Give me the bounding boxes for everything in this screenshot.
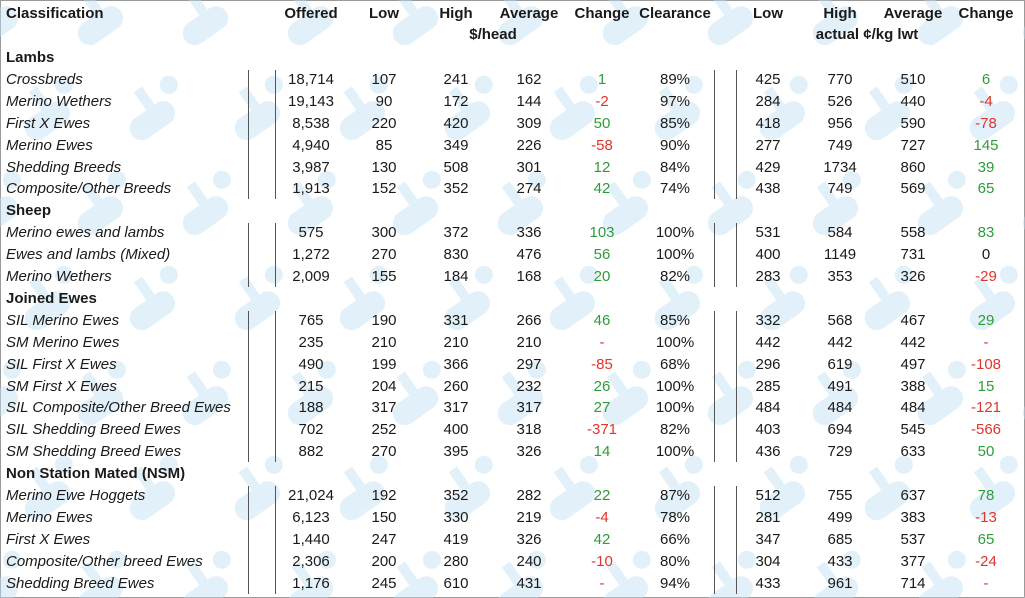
- cell-avg: 162: [516, 70, 542, 88]
- cell-avg2: 497: [900, 355, 926, 373]
- row-label: First X Ewes: [6, 530, 91, 548]
- row-label: Shedding Breed Ewes: [6, 574, 155, 592]
- header-unit-head: $/head: [469, 26, 517, 43]
- cell-offered: 188: [298, 399, 324, 417]
- cell-high2: 729: [827, 443, 853, 461]
- section-title: Joined Ewes: [6, 289, 97, 307]
- cell-change: -85: [591, 355, 613, 373]
- cell-low2: 429: [755, 158, 781, 176]
- cell-avg: 318: [516, 421, 542, 439]
- cell-change: 26: [593, 377, 611, 395]
- cell-avg2: 714: [900, 574, 926, 592]
- column-divider: [248, 311, 249, 462]
- column-divider: [736, 486, 737, 594]
- cell-clearance: 82%: [659, 421, 691, 439]
- cell-high2: 770: [827, 70, 853, 88]
- cell-high: 280: [443, 552, 469, 570]
- cell-avg2: 569: [900, 180, 926, 198]
- cell-low: 252: [371, 421, 397, 439]
- cell-avg: 282: [516, 487, 542, 504]
- column-divider: [275, 311, 276, 462]
- cell-clearance: 74%: [659, 180, 691, 198]
- cell-change2: 0: [981, 246, 991, 264]
- cell-low: 247: [371, 530, 397, 548]
- cell-clearance: 68%: [659, 355, 691, 373]
- cell-low2: 436: [755, 443, 781, 461]
- cell-change: 42: [593, 180, 611, 198]
- cell-avg2: 537: [900, 530, 926, 548]
- cell-low2: 296: [755, 355, 781, 373]
- header-high: High: [439, 5, 473, 22]
- cell-change2: -13: [975, 508, 997, 526]
- cell-change2: 50: [977, 443, 995, 461]
- cell-avg2: 545: [900, 421, 926, 439]
- cell-avg: 326: [516, 443, 542, 461]
- cell-avg2: 377: [900, 552, 926, 570]
- cell-low2: 403: [755, 421, 781, 439]
- cell-high: 331: [443, 311, 469, 329]
- row-label: Ewes and lambs (Mixed): [6, 246, 171, 264]
- cell-low2: 425: [755, 70, 781, 88]
- cell-clearance: 100%: [655, 246, 695, 264]
- cell-avg: 326: [516, 530, 542, 548]
- row-label: Merino ewes and lambs: [6, 224, 165, 242]
- cell-high2: 956: [827, 114, 853, 132]
- cell-high: 241: [443, 70, 469, 88]
- cell-avg: 317: [516, 399, 542, 417]
- cell-offered: 882: [298, 443, 324, 461]
- cell-high2: 442: [827, 333, 853, 351]
- cell-avg: 336: [516, 224, 542, 242]
- cell-low: 90: [375, 92, 393, 110]
- column-divider: [275, 70, 276, 199]
- cell-clearance: 82%: [659, 268, 691, 285]
- cell-avg2: 731: [900, 246, 926, 264]
- cell-offered: 19,143: [288, 92, 334, 110]
- cell-high2: 491: [827, 377, 853, 395]
- cell-change: 12: [593, 158, 611, 176]
- cell-low2: 418: [755, 114, 781, 132]
- cell-change2: -566: [970, 421, 1002, 439]
- cell-low: 85: [375, 136, 393, 154]
- cell-avg2: 558: [900, 224, 926, 242]
- cell-high: 352: [443, 180, 469, 198]
- cell-change2: -: [983, 574, 989, 592]
- cell-change: -: [599, 333, 605, 351]
- cell-change: 27: [593, 399, 611, 417]
- cell-avg: 476: [516, 246, 542, 264]
- cell-low: 270: [371, 246, 397, 264]
- cell-avg: 274: [516, 180, 542, 198]
- cell-avg2: 383: [900, 508, 926, 526]
- cell-high2: 584: [827, 224, 853, 242]
- cell-low: 192: [371, 487, 397, 504]
- header-average-kg: Average: [883, 5, 943, 22]
- cell-change: 103: [589, 224, 615, 242]
- cell-high2: 619: [827, 355, 853, 373]
- header-change: Change: [574, 5, 630, 22]
- cell-high2: 755: [827, 487, 853, 504]
- cell-low: 210: [371, 333, 397, 351]
- cell-offered: 4,940: [292, 136, 330, 154]
- cell-avg2: 326: [900, 268, 926, 285]
- section-title: Sheep: [6, 202, 52, 220]
- row-label: SM Merino Ewes: [6, 333, 120, 351]
- cell-offered: 235: [298, 333, 324, 351]
- cell-change: 20: [593, 268, 611, 285]
- cell-offered: 765: [298, 311, 324, 329]
- column-divider: [248, 486, 249, 594]
- column-divider: [248, 70, 249, 199]
- cell-low2: 281: [755, 508, 781, 526]
- cell-offered: 18,714: [288, 70, 334, 88]
- cell-avg: 240: [516, 552, 542, 570]
- row-label: Merino Ewes: [6, 508, 93, 526]
- cell-high: 349: [443, 136, 469, 154]
- cell-low: 190: [371, 311, 397, 329]
- header-clearance: Clearance: [639, 5, 711, 22]
- cell-change2: 65: [977, 180, 995, 198]
- header-unit-kg: actual ¢/kg lwt: [815, 26, 919, 43]
- cell-avg: 309: [516, 114, 542, 132]
- row-label: SIL Composite/Other Breed Ewes: [6, 399, 231, 417]
- cell-clearance: 100%: [655, 377, 695, 395]
- cell-high: 210: [443, 333, 469, 351]
- column-divider: [275, 486, 276, 594]
- cell-clearance: 84%: [659, 158, 691, 176]
- cell-avg: 266: [516, 311, 542, 329]
- cell-avg2: 727: [900, 136, 926, 154]
- cell-avg: 232: [516, 377, 542, 395]
- cell-change2: 39: [977, 158, 995, 176]
- cell-low2: 304: [755, 552, 781, 570]
- cell-change2: -24: [975, 552, 997, 570]
- cell-high2: 749: [827, 136, 853, 154]
- cell-low: 155: [371, 268, 397, 285]
- cell-avg2: 440: [900, 92, 926, 110]
- cell-change2: -4: [979, 92, 993, 110]
- cell-low: 204: [371, 377, 397, 395]
- cell-avg: 219: [516, 508, 542, 526]
- cell-clearance: 100%: [655, 399, 695, 417]
- cell-avg2: 510: [900, 70, 926, 88]
- cell-clearance: 100%: [655, 224, 695, 242]
- cell-clearance: 66%: [659, 530, 691, 548]
- cell-low2: 484: [755, 399, 781, 417]
- header-high-kg: High: [823, 5, 857, 22]
- cell-low2: 284: [755, 92, 781, 110]
- section-title: Non Station Mated (NSM): [6, 465, 186, 483]
- cell-high2: 568: [827, 311, 853, 329]
- row-label: Merino Wethers: [6, 268, 112, 285]
- cell-high: 508: [443, 158, 469, 176]
- cell-offered: 1,272: [292, 246, 330, 264]
- cell-change2: -: [983, 333, 989, 351]
- cell-change2: 145: [973, 136, 999, 154]
- row-label: Shedding Breeds: [6, 158, 122, 176]
- cell-high2: 526: [827, 92, 853, 110]
- cell-high: 420: [443, 114, 469, 132]
- cell-low: 152: [371, 180, 397, 198]
- cell-offered: 2,009: [292, 268, 330, 285]
- cell-change: 14: [593, 443, 611, 461]
- cell-avg: 431: [516, 574, 542, 592]
- cell-low2: 285: [755, 377, 781, 395]
- cell-low2: 433: [755, 574, 781, 592]
- column-divider: [714, 223, 715, 287]
- cell-clearance: 89%: [659, 70, 691, 88]
- cell-offered: 21,024: [288, 487, 334, 504]
- cell-offered: 6,123: [292, 508, 330, 526]
- cell-offered: 1,440: [292, 530, 330, 548]
- cell-low2: 277: [755, 136, 781, 154]
- row-label: SM First X Ewes: [6, 377, 117, 395]
- cell-high: 260: [443, 377, 469, 395]
- cell-change: -58: [591, 136, 613, 154]
- section-title: Lambs: [6, 49, 55, 66]
- column-divider: [275, 223, 276, 287]
- cell-high: 830: [443, 246, 469, 264]
- cell-high: 372: [443, 224, 469, 242]
- cell-clearance: 100%: [655, 443, 695, 461]
- cell-high2: 499: [827, 508, 853, 526]
- cell-change: -: [599, 574, 605, 592]
- cell-high2: 484: [827, 399, 853, 417]
- cell-change2: 78: [977, 487, 995, 504]
- cell-change2: 6: [981, 70, 991, 88]
- column-divider: [736, 70, 737, 199]
- cell-high: 317: [443, 399, 469, 417]
- cell-change2: -78: [975, 114, 997, 132]
- header-offered: Offered: [284, 5, 338, 22]
- cell-avg: 210: [516, 333, 542, 351]
- row-label: SM Shedding Breed Ewes: [6, 443, 182, 461]
- cell-low: 150: [371, 508, 397, 526]
- column-divider: [248, 223, 249, 287]
- cell-high2: 1149: [823, 246, 857, 264]
- cell-offered: 3,987: [292, 158, 330, 176]
- row-label: First X Ewes: [6, 114, 91, 132]
- cell-clearance: 80%: [659, 552, 691, 570]
- cell-change2: 29: [977, 311, 995, 329]
- cell-low: 220: [371, 114, 397, 132]
- cell-change: -371: [586, 421, 618, 439]
- cell-change2: -108: [970, 355, 1002, 373]
- cell-clearance: 100%: [655, 333, 695, 351]
- column-divider: [714, 70, 715, 199]
- cell-low: 130: [371, 158, 397, 176]
- cell-low2: 442: [755, 333, 781, 351]
- cell-change2: 83: [977, 224, 995, 242]
- cell-change2: -121: [970, 399, 1002, 417]
- cell-high: 330: [443, 508, 469, 526]
- cell-low2: 438: [755, 180, 781, 198]
- cell-high2: 685: [827, 530, 853, 548]
- header-average: Average: [499, 5, 559, 22]
- cell-change: -4: [595, 508, 609, 526]
- cell-avg: 168: [516, 268, 542, 285]
- cell-high: 610: [443, 574, 469, 592]
- cell-low2: 332: [755, 311, 781, 329]
- cell-change: 1: [597, 70, 607, 88]
- cell-change: 50: [593, 114, 611, 132]
- header-low-kg: Low: [753, 5, 783, 22]
- cell-offered: 575: [298, 224, 324, 242]
- cell-avg: 301: [516, 158, 542, 176]
- cell-avg2: 860: [900, 158, 926, 176]
- cell-avg2: 442: [900, 333, 926, 351]
- cell-change: -10: [591, 552, 613, 570]
- cell-avg2: 590: [900, 114, 926, 132]
- cell-change: 22: [593, 487, 611, 504]
- cell-high: 400: [443, 421, 469, 439]
- cell-low2: 400: [755, 246, 781, 264]
- cell-high: 366: [443, 355, 469, 373]
- cell-high: 184: [443, 268, 469, 285]
- cell-clearance: 87%: [659, 487, 691, 504]
- row-label: Composite/Other Breeds: [6, 180, 172, 198]
- row-label: Merino Ewe Hoggets: [6, 487, 146, 504]
- column-divider: [714, 486, 715, 594]
- cell-low2: 347: [755, 530, 781, 548]
- cell-low: 300: [371, 224, 397, 242]
- cell-high2: 749: [827, 180, 853, 198]
- cell-low: 270: [371, 443, 397, 461]
- cell-offered: 215: [298, 377, 324, 395]
- column-divider: [714, 311, 715, 462]
- row-label: SIL Merino Ewes: [6, 311, 120, 329]
- cell-avg2: 633: [900, 443, 926, 461]
- cell-high2: 433: [827, 552, 853, 570]
- cell-avg2: 484: [900, 399, 926, 417]
- cell-avg2: 388: [900, 377, 926, 395]
- row-label: SIL First X Ewes: [6, 355, 117, 373]
- cell-low2: 531: [755, 224, 781, 242]
- row-label: Composite/Other breed Ewes: [6, 552, 203, 570]
- column-divider: [736, 223, 737, 287]
- cell-clearance: 78%: [659, 508, 691, 526]
- cell-high2: 961: [827, 574, 853, 592]
- cell-low: 200: [371, 552, 397, 570]
- cell-offered: 8,538: [292, 114, 330, 132]
- header-classification: Classification: [6, 5, 104, 22]
- cell-avg2: 637: [900, 487, 926, 504]
- cell-offered: 702: [298, 421, 324, 439]
- cell-offered: 2,306: [292, 552, 330, 570]
- row-label: Merino Wethers: [6, 92, 112, 110]
- cell-clearance: 94%: [659, 574, 691, 592]
- cell-high2: 1734: [823, 158, 857, 176]
- cell-high: 419: [443, 530, 469, 548]
- cell-change: 46: [593, 311, 611, 329]
- cell-high: 172: [443, 92, 469, 110]
- cell-low: 199: [371, 355, 397, 373]
- cell-low2: 283: [755, 268, 781, 285]
- cell-change: 42: [593, 530, 611, 548]
- row-label: SIL Shedding Breed Ewes: [6, 421, 181, 439]
- cell-low: 245: [371, 574, 397, 592]
- row-label: Crossbreds: [6, 70, 83, 88]
- cell-avg: 297: [516, 355, 542, 373]
- cell-clearance: 97%: [659, 92, 691, 110]
- cell-change2: 15: [977, 377, 995, 395]
- cell-avg: 144: [516, 92, 542, 110]
- cell-clearance: 85%: [659, 114, 691, 132]
- cell-offered: 490: [298, 355, 324, 373]
- cell-low2: 512: [755, 487, 781, 504]
- cell-change2: -29: [975, 268, 997, 285]
- cell-low: 107: [371, 70, 397, 88]
- header-change-kg: Change: [958, 5, 1014, 22]
- cell-high2: 694: [827, 421, 853, 439]
- cell-change: 56: [593, 246, 611, 264]
- cell-clearance: 85%: [659, 311, 691, 329]
- cell-offered: 1,913: [292, 180, 330, 198]
- cell-high2: 353: [827, 268, 853, 285]
- cell-low: 317: [371, 399, 397, 417]
- cell-change2: 65: [977, 530, 995, 548]
- cell-avg: 226: [516, 136, 542, 154]
- cell-clearance: 90%: [659, 136, 691, 154]
- cell-high: 352: [443, 487, 469, 504]
- cell-avg2: 467: [900, 311, 926, 329]
- cell-offered: 1,176: [292, 574, 330, 592]
- column-divider: [736, 311, 737, 462]
- row-label: Merino Ewes: [6, 136, 93, 154]
- header-low: Low: [369, 5, 399, 22]
- cell-change: -2: [595, 92, 609, 110]
- cell-high: 395: [443, 443, 469, 461]
